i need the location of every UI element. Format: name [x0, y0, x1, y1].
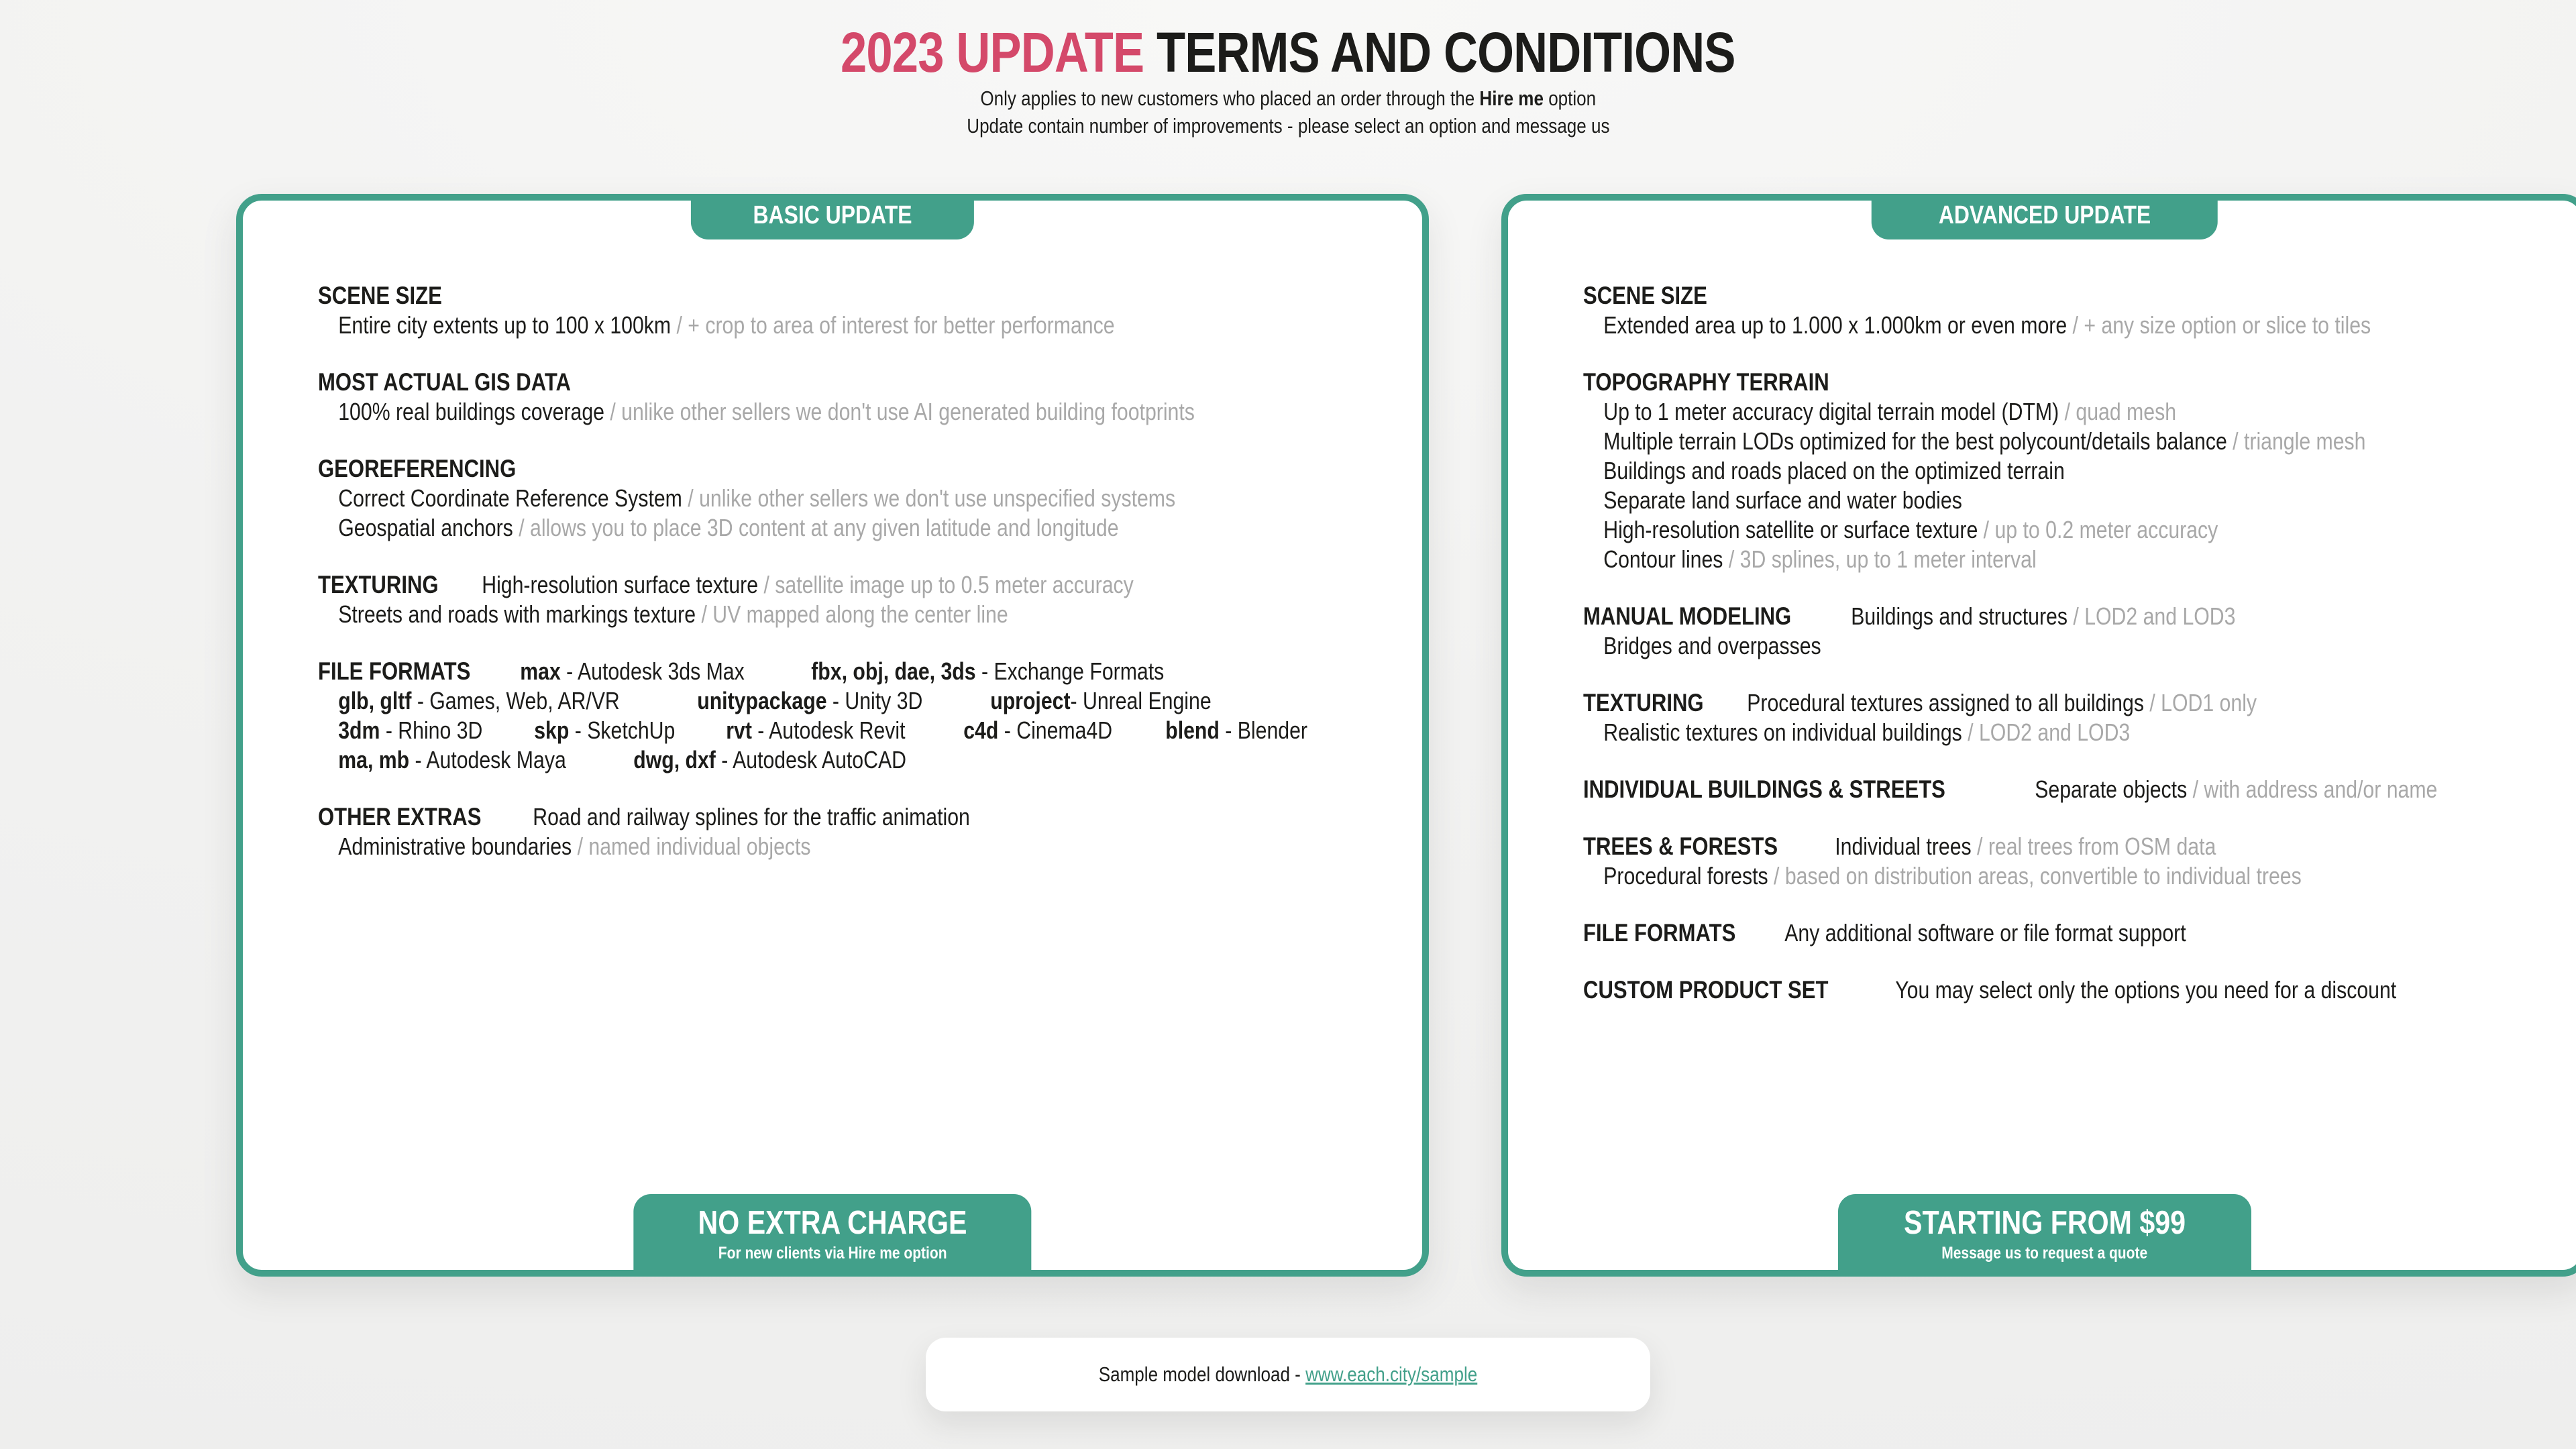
feature-row	[1583, 631, 1821, 661]
section-file-formats	[318, 657, 1362, 775]
subtitle-text: Only applies to new customers who placed an order through the	[980, 87, 1480, 110]
page-subtitle-2	[0, 112, 2576, 140]
section-title: CUSTOM PRODUCT SET	[1582, 976, 1829, 1004]
section-title: SCENE SIZE	[1582, 282, 1707, 309]
section-title: INDIVIDUAL BUILDINGS & STREETS	[1582, 775, 1945, 803]
format-key: skp	[534, 716, 570, 744]
feature-row	[318, 600, 1008, 629]
feature-note: / satellite image up to 0.5 meter accuracy	[757, 571, 1134, 598]
footer-badge-title: NO EXTRA CHARGE	[698, 1205, 967, 1241]
card-header-badge	[691, 194, 974, 239]
feature-text: - Autodesk Maya	[409, 746, 566, 773]
section-georeferencing	[318, 454, 1362, 543]
feature-note: / + any size option or slice to tiles	[2066, 311, 2371, 339]
feature-text: Road and railway splines for the traffic animation	[533, 803, 970, 830]
feature-text: - Blender	[1219, 716, 1307, 744]
feature-note: / named individual objects	[572, 833, 811, 860]
section-trees-forests	[1583, 832, 2521, 891]
format-key: ma, mb	[338, 746, 410, 773]
feature-text: - Autodesk AutoCAD	[716, 746, 907, 773]
advanced-update-card	[1501, 194, 2576, 1277]
footer-badge-subtitle: Message us to request a quote	[1941, 1244, 2148, 1263]
feature-text: Extended area up to 1.000 x 1.000km or even more	[1603, 311, 2067, 339]
feature-note: / LOD2 and LOD3	[2068, 602, 2236, 630]
feature-text: Buildings and structures	[1851, 602, 2068, 630]
footer-badge-title: STARTING FROM $99	[1903, 1205, 2186, 1241]
feature-row	[2015, 775, 2437, 804]
card-header-label: BASIC UPDATE	[753, 201, 912, 229]
section-texturing	[1583, 688, 2521, 747]
feature-text: Up to 1 meter accuracy digital terrain model (DTM)	[1603, 398, 2059, 425]
format-key: max	[519, 657, 561, 685]
section-title: FILE FORMATS	[1582, 919, 1736, 947]
format-key: uproject	[989, 687, 1071, 714]
feature-row	[513, 802, 970, 832]
format-key: dwg, dxf	[633, 746, 716, 773]
section-topography-terrain	[1583, 368, 2521, 574]
feature-text: - Rhino 3D	[380, 716, 483, 744]
feature-row	[462, 570, 1134, 600]
section-title: TOPOGRAPHY TERRAIN	[1582, 368, 1829, 396]
card-footer-badge	[633, 1194, 1031, 1277]
feature-text: You may select only the options you need for a discount	[1895, 976, 2397, 1004]
page-subtitle-1	[0, 85, 2576, 112]
section-most-actual-gis-data	[318, 368, 1362, 427]
feature-note: / with address and/or name	[2186, 775, 2437, 803]
feature-text: - Exchange Formats	[975, 657, 1165, 685]
feature-row	[706, 716, 906, 745]
section-custom-product-set	[1583, 975, 2521, 1005]
section-manual-modeling	[1583, 602, 2521, 661]
feature-text: Streets and roads with markings texture	[338, 600, 696, 628]
feature-text: 100% real buildings coverage	[338, 398, 604, 425]
feature-text: Realistic textures on individual buildings	[1603, 718, 1962, 746]
feature-row	[1583, 515, 2218, 545]
section-title: TEXTURING	[1582, 689, 1704, 716]
feature-text: Bridges and overpasses	[1603, 632, 1821, 659]
card-header-label: ADVANCED UPDATE	[1938, 201, 2151, 229]
feature-row	[318, 686, 620, 716]
section-title: TEXTURING	[318, 571, 439, 598]
feature-text: - Unity 3D	[826, 687, 923, 714]
feature-text: - Unreal Engine	[1070, 687, 1212, 714]
section-scene-size	[318, 281, 1362, 340]
feature-text: Geospatial anchors	[338, 514, 513, 541]
section-title: GEOREFERENCING	[318, 455, 517, 482]
feature-row	[318, 832, 811, 861]
update-cards	[236, 194, 2437, 1277]
feature-row	[1831, 602, 2235, 631]
page-title	[0, 20, 2576, 85]
feature-row	[943, 716, 1112, 745]
feature-row	[791, 657, 1164, 686]
format-key: glb, gltf	[338, 687, 412, 714]
feature-text: - Autodesk 3ds Max	[560, 657, 745, 685]
format-key: 3dm	[338, 716, 380, 744]
feature-text: - Autodesk Revit	[752, 716, 906, 744]
feature-row	[318, 716, 482, 745]
card-footer-badge	[1838, 1194, 2251, 1277]
section-title: SCENE SIZE	[318, 282, 442, 309]
feature-row	[970, 686, 1212, 716]
feature-row	[1583, 861, 2302, 891]
feature-row	[318, 311, 1115, 340]
feature-text: - Cinema4D	[998, 716, 1113, 744]
feature-row	[1764, 918, 2186, 948]
feature-text: High-resolution satellite or surface texture	[1603, 516, 1978, 543]
feature-row	[1583, 456, 2065, 486]
title-accent: 2023 UPDATE	[841, 21, 1144, 84]
feature-text: Separate objects	[2034, 775, 2187, 803]
feature-row	[1583, 427, 2366, 456]
page-header	[0, 20, 2576, 140]
section-title: FILE FORMATS	[318, 657, 471, 685]
feature-note: / triangle mesh	[2226, 427, 2366, 455]
section-texturing	[318, 570, 1362, 629]
card-header-badge	[1871, 194, 2218, 239]
feature-note: / quad mesh	[2059, 398, 2176, 425]
feature-text: Multiple terrain LODs optimized for the best polycount/details balance	[1603, 427, 2227, 455]
feature-note: / unlike other sellers we don't use unspecified systems	[682, 484, 1176, 512]
feature-text: Any additional software or file format support	[1784, 919, 2187, 947]
feature-note: / 3D splines, up to 1 meter interval	[1723, 545, 2037, 573]
feature-text: Contour lines	[1603, 545, 1723, 573]
feature-row	[677, 686, 922, 716]
feature-text: Separate land surface and water bodies	[1603, 486, 1962, 514]
card-body	[243, 201, 1422, 861]
feature-note: / up to 0.2 meter accuracy	[1978, 516, 2218, 543]
section-title: MOST ACTUAL GIS DATA	[318, 368, 571, 396]
feature-text: - SketchUp	[569, 716, 676, 744]
subtitle-text: Update contain number of improvements - please select an option and message us	[966, 114, 1610, 138]
feature-row	[318, 513, 1119, 543]
feature-note: / LOD2 and LOD3	[1962, 718, 2131, 746]
feature-text: Correct Coordinate Reference System	[338, 484, 682, 512]
sample-download-box	[926, 1338, 1650, 1411]
section-individual-buildings-streets	[1583, 775, 2521, 804]
feature-note: / real trees from OSM data	[1971, 833, 2216, 860]
feature-note: / allows you to place 3D content at any given latitude and longitude	[513, 514, 1119, 541]
section-other-extras	[318, 802, 1362, 861]
subtitle-bold-hire-me: Hire me	[1479, 87, 1544, 110]
feature-note: / based on distribution areas, convertible to individual trees	[1768, 862, 2302, 890]
feature-row	[1583, 545, 2037, 574]
footer-badge-subtitle: For new clients via Hire me option	[718, 1244, 947, 1263]
feature-row	[1145, 716, 1307, 745]
feature-note: / LOD1 only	[2143, 689, 2257, 716]
feature-row	[1583, 397, 2176, 427]
feature-row	[500, 657, 745, 686]
format-key: c4d	[963, 716, 999, 744]
feature-text: Procedural textures assigned to all buildings	[1746, 689, 2144, 716]
card-body	[1508, 201, 2576, 1005]
feature-text: - Games, Web, AR/VR	[411, 687, 620, 714]
feature-row	[1583, 311, 2371, 340]
subtitle-text: option	[1543, 87, 1596, 110]
section-title: OTHER EXTRAS	[318, 803, 482, 830]
feature-text: Entire city extents up to 100 x 100km	[338, 311, 672, 339]
feature-note: / UV mapped along the center line	[696, 600, 1008, 628]
section-file-formats	[1583, 918, 2521, 948]
feature-row	[1815, 832, 2216, 861]
feature-row	[318, 745, 566, 775]
feature-row	[318, 397, 1195, 427]
feature-row	[1583, 486, 1962, 515]
sample-download-link[interactable]: www.each.city/sample	[1305, 1362, 1478, 1386]
feature-text: Individual trees	[1835, 833, 1972, 860]
feature-text: Buildings and roads placed on the optimized terrain	[1603, 457, 2065, 484]
title-rest: TERMS AND CONDITIONS	[1157, 21, 1735, 84]
basic-update-card	[236, 194, 1429, 1277]
feature-row	[1583, 718, 2130, 747]
format-key: blend	[1165, 716, 1220, 744]
feature-row	[318, 484, 1175, 513]
feature-note: / + crop to area of interest for better performance	[671, 311, 1115, 339]
feature-text: Procedural forests	[1603, 862, 1768, 890]
section-title: TREES & FORESTS	[1582, 833, 1778, 860]
feature-note: / unlike other sellers we don't use AI generated building footprints	[604, 398, 1195, 425]
feature-row	[514, 716, 675, 745]
sample-download-text: Sample model download -	[1098, 1362, 1306, 1386]
section-title: MANUAL MODELING	[1582, 602, 1792, 630]
section-scene-size	[1583, 281, 2521, 340]
format-key: unitypackage	[697, 687, 827, 714]
format-key: rvt	[726, 716, 753, 744]
feature-row	[613, 745, 906, 775]
feature-text: Administrative boundaries	[338, 833, 572, 860]
feature-text: High-resolution surface texture	[482, 571, 758, 598]
feature-row	[1727, 688, 2257, 718]
feature-row	[1875, 975, 2396, 1005]
format-key: fbx, obj, dae, 3ds	[811, 657, 976, 685]
